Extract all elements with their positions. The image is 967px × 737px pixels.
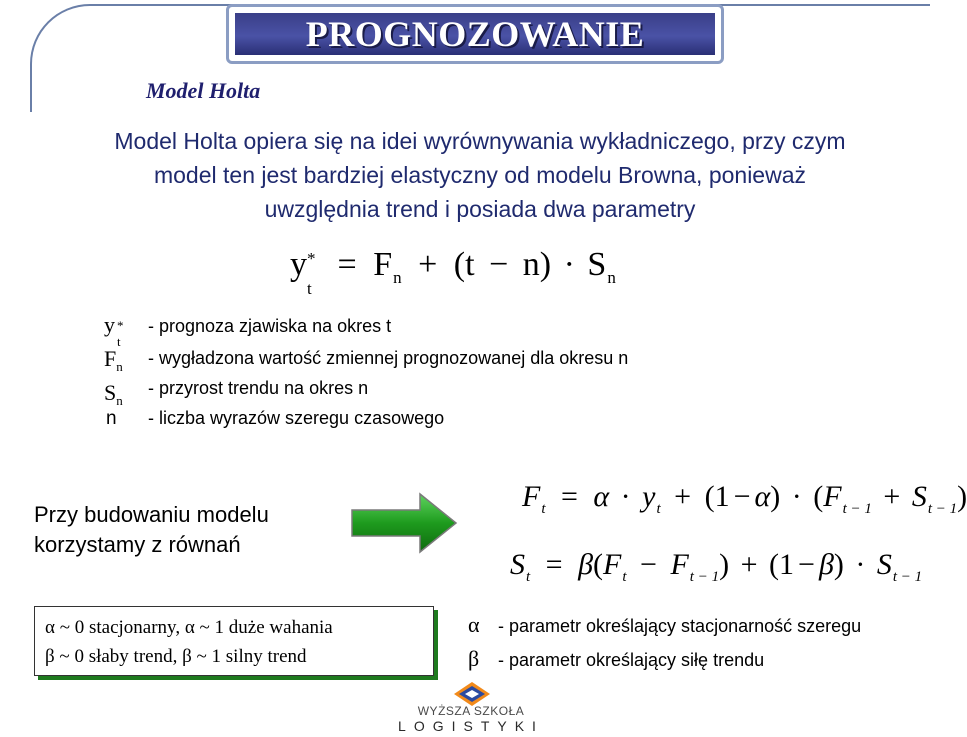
formula-f-t: $F_t = \alpha \cdot y_t + (1 - \alpha) \cdot (F_{t - 1} + S_{t - 1})$ xyxy=(522,480,967,517)
title-banner xyxy=(226,4,724,64)
logo-bottom-text: LOGISTYKI xyxy=(398,718,544,734)
formula-s-t: $S_t = \beta(F_t - F_{t - 1}) + (1 - \beta) \cdot S_{t - 1}$ xyxy=(510,548,923,585)
formula-S: S xyxy=(587,246,607,283)
intro-line-3: uwzględnia trend i posiada dwa parametry xyxy=(264,196,696,222)
formula-t: t xyxy=(465,246,475,283)
legend-symbol-y: y * t xyxy=(104,312,124,349)
formula-minus: − xyxy=(489,246,509,283)
formula-dot: · xyxy=(563,246,575,283)
intro-line-2: model ten jest bardziej elastyczny od modelu Browna, ponieważ xyxy=(153,162,807,188)
formula-plus: + xyxy=(418,246,438,283)
condition-beta: β ~ 0 słaby trend, β ~ 1 silny trend xyxy=(45,646,307,667)
formula-sub-n: n xyxy=(393,267,402,287)
legend-desc-n: - liczba wyrazów szeregu czasowego xyxy=(148,408,445,428)
page-title: PROGNOZOWANIE xyxy=(305,14,645,54)
formula-open: ( xyxy=(453,246,466,283)
intro-paragraph xyxy=(40,124,920,226)
logo-top-text: WYŻSZA SZKOŁA xyxy=(417,704,525,718)
build-text xyxy=(34,500,269,560)
formula-n: n xyxy=(522,246,540,283)
param-beta: β - parametr określający siłę trendu xyxy=(468,646,765,671)
conditions-box xyxy=(34,606,434,676)
legend-symbol-S: $S_n$ xyxy=(104,380,123,408)
legend-symbol-n: n xyxy=(106,408,117,429)
formula-close: ) xyxy=(539,246,552,283)
formula-sub-n2: n xyxy=(607,267,616,287)
build-line-2: korzystamy z równań xyxy=(34,532,241,557)
build-line-1: Przy budowaniu modelu xyxy=(34,502,269,527)
legend-desc-S: - przyrost trendu na okres n xyxy=(148,378,369,398)
legend-symbol-F: $F_n$ xyxy=(104,346,123,374)
section-subtitle: Model Holta xyxy=(146,78,261,103)
param-alpha: α - parametr określający stacjonarność szeregu xyxy=(468,612,862,637)
legend-desc-y: - prognoza zjawiska na okres t xyxy=(148,316,392,336)
formula-eq: = xyxy=(337,246,357,283)
logo-mark-icon xyxy=(454,682,490,706)
formula-y: y xyxy=(290,246,307,283)
formula-sub-t: t xyxy=(307,279,312,298)
legend-desc-F: - wygładzona wartość zmiennej prognozowanej dla okresu n xyxy=(148,348,629,368)
title-banner-inner xyxy=(235,13,715,55)
intro-line-1: Model Holta opiera się na idei wyrównywania wykładniczego, przy czym xyxy=(114,128,846,154)
right-arrow-icon xyxy=(350,492,460,554)
main-formula xyxy=(290,246,616,298)
formula-star: * xyxy=(307,249,316,268)
logo xyxy=(396,682,546,734)
formula-F: F xyxy=(373,246,393,283)
condition-alpha: α ~ 0 stacjonarny, α ~ 1 duże wahania xyxy=(45,617,333,638)
